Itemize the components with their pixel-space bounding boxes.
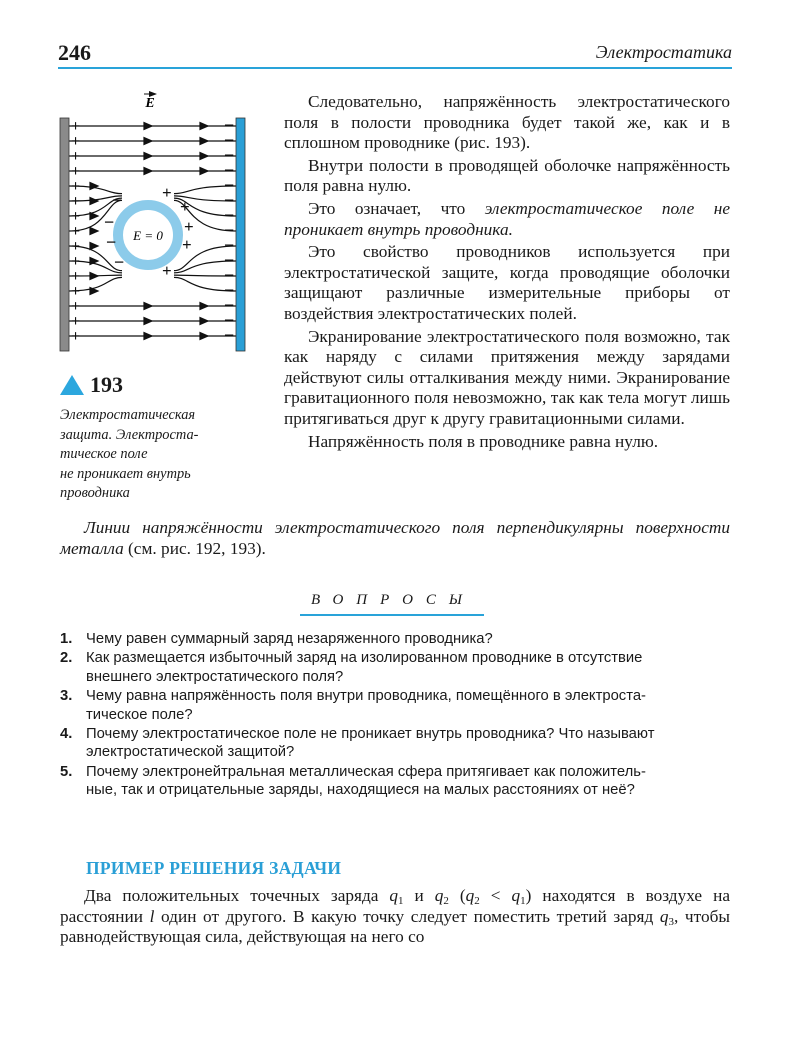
charge-symbol: q xyxy=(389,886,399,905)
negative-charge-sign: − xyxy=(224,280,235,300)
negative-charge-sign: − xyxy=(224,160,235,180)
header-rule xyxy=(58,67,732,69)
paragraph-3-text: Это означает, что xyxy=(308,198,485,218)
negative-charge-sign: − xyxy=(224,250,235,270)
plate-charges-positive xyxy=(71,118,80,345)
page-header xyxy=(58,40,732,68)
charge-symbol: q xyxy=(659,906,669,926)
right-plate xyxy=(236,118,245,351)
list-item xyxy=(60,725,732,762)
negative-charge-sign: − xyxy=(224,190,235,210)
questions-heading: ВОПРОСЫ xyxy=(310,592,475,608)
left-plate xyxy=(60,118,69,351)
field-line-arrow xyxy=(200,153,208,160)
main-text-column xyxy=(284,92,730,454)
list-item xyxy=(60,687,732,724)
paragraph-3 xyxy=(284,199,730,240)
negative-charge-sign: − xyxy=(224,130,235,150)
example-text-part: , чтобы равнодействующая сила, действующая на него со xyxy=(60,906,730,947)
figure-193-electrostatic-shielding xyxy=(58,88,258,358)
question-text: Как размещается избыточный заряд на изолированном проводнике в отсутствие внешнего электростатического поля? xyxy=(86,650,643,685)
figure-number: 193 xyxy=(90,372,123,397)
charge-symbol: q xyxy=(465,886,475,905)
question-number: 5. xyxy=(60,763,73,780)
field-line-arrow xyxy=(200,318,208,325)
example-text-part: Два положительных точечных заряда xyxy=(84,886,390,905)
subscript: 1 xyxy=(398,895,404,907)
question-number: 1. xyxy=(60,631,73,647)
positive-charge-sign: + xyxy=(71,208,81,225)
plate-charges-negative xyxy=(224,115,234,345)
paragraph-6: Напряжённость поля в проводнике равна нулю. xyxy=(308,431,659,451)
example-text-part: один от другого. В какую точку следует поместить третий заряд xyxy=(154,906,660,926)
triangle-icon xyxy=(60,375,84,395)
subscript: 1 xyxy=(520,895,526,907)
induced-positive-charge: + xyxy=(162,183,172,202)
paragraph-3-emphasis: электростатическое поле не проникает внутрь проводника. xyxy=(284,198,730,239)
paragraph-4: Это свойство проводников используется при электростатической защите, когда проводящие оболочки защищают различные измерительные приборы от воздействия электростатических полей. xyxy=(284,242,730,323)
field-line-arrow xyxy=(90,273,98,280)
example-text-part: и xyxy=(403,886,435,905)
question-text: Почему электронейтральная металлическая сфера притягивает как положитель- ные, так и отрицательные заряды, находящиеся на малых расстояниях от неё? xyxy=(86,763,646,799)
field-line-arrow xyxy=(200,168,208,175)
field-line-arrow xyxy=(144,318,152,325)
positive-charge-sign: + xyxy=(71,298,81,315)
field-line-arrow xyxy=(144,138,152,145)
positive-charge-sign: + xyxy=(71,163,81,180)
field-line-arrow xyxy=(200,303,208,310)
field-vector-label: E xyxy=(145,96,155,111)
positive-charge-sign: + xyxy=(71,328,81,345)
key-rule-emphasis: Линии напряжённости электростатического поля перпендикулярны поверхности металла xyxy=(60,518,730,558)
paragraph-1: Следовательно, напряжённость электростатического поля в полости проводника будет такой же, как и в сплошном проводнике (рис. 193). xyxy=(284,92,730,153)
key-rule-paragraph xyxy=(60,518,730,559)
question-text: Чему равна напряжённость поля внутри проводника, помещённого в электроста- тическое поле? xyxy=(86,688,646,723)
example-text-part: ( xyxy=(448,886,466,905)
negative-charge-sign: − xyxy=(224,310,235,330)
field-line-arrow xyxy=(144,153,152,160)
induced-positive-charge: + xyxy=(184,217,194,236)
question-text: Чему равен суммарный заряд незаряженного проводника? xyxy=(86,631,493,647)
field-line-arrow xyxy=(90,228,98,235)
paragraph-5: Экранирование электростатического поля возможно, так как наряду с силами притяжения между зарядами действуют силы отталкивания между ними. Экранирование гравитационного поля невозможно, так как тела могут лишь притягиваться друг к другу гравитационными силами. xyxy=(284,326,730,428)
induced-negative-charge: − xyxy=(106,232,117,252)
field-line-arrow xyxy=(144,333,152,340)
list-item xyxy=(60,649,732,686)
negative-charge-sign: − xyxy=(224,205,235,225)
positive-charge-sign: + xyxy=(71,148,81,165)
key-rule-reference: (см. рис. 192, 193). xyxy=(123,538,266,558)
list-item xyxy=(60,630,732,648)
positive-charge-sign: + xyxy=(71,283,81,300)
induced-negative-charge: − xyxy=(112,190,123,210)
field-line-arrow xyxy=(144,123,152,130)
field-line-arrow xyxy=(144,168,152,175)
negative-charge-sign: − xyxy=(224,115,235,135)
distance-symbol: l xyxy=(149,906,155,926)
subscript: 3 xyxy=(668,915,675,928)
figure-caption-block xyxy=(60,372,260,504)
positive-charge-sign: + xyxy=(71,313,81,330)
negative-charge-sign: − xyxy=(224,220,235,240)
positive-charge-sign: + xyxy=(71,118,81,135)
negative-charge-sign: − xyxy=(224,295,235,315)
positive-charge-sign: + xyxy=(71,238,81,255)
negative-charge-sign: − xyxy=(224,145,235,165)
induced-negative-charge: − xyxy=(104,212,115,232)
subscript: 2 xyxy=(474,895,480,907)
field-line-arrow xyxy=(90,198,98,205)
example-text-part: ) находятся в воздухе на расстоянии xyxy=(60,886,730,926)
question-number: 2. xyxy=(60,650,73,667)
question-number: 3. xyxy=(60,688,73,705)
field-line-arrow xyxy=(90,213,98,220)
example-problem-text xyxy=(60,886,730,948)
running-title: Электростатика xyxy=(595,42,732,62)
induced-positive-charge: + xyxy=(182,235,192,254)
page-number: 246 xyxy=(58,40,91,65)
negative-charge-sign: − xyxy=(224,175,235,195)
induced-positive-charge: + xyxy=(180,197,190,216)
field-line-arrow xyxy=(90,243,98,250)
figure-marker xyxy=(60,372,260,398)
negative-charge-sign: − xyxy=(224,325,235,345)
charge-symbol: q xyxy=(511,886,521,905)
cavity-field-label: E = 0 xyxy=(133,228,163,243)
question-text: Почему электростатическое поле не проникает внутрь проводника? Что называют электростатической защитой? xyxy=(86,726,655,761)
positive-charge-sign: + xyxy=(71,133,81,150)
field-line-arrow xyxy=(200,138,208,145)
field-line-arrow xyxy=(144,303,152,310)
positive-charge-sign: + xyxy=(71,268,81,285)
field-line-arrow xyxy=(200,333,208,340)
questions-list xyxy=(60,630,732,801)
field-line-arrow xyxy=(200,123,208,130)
negative-charge-sign: − xyxy=(224,265,235,285)
positive-charge-sign: + xyxy=(71,178,81,195)
list-item xyxy=(60,763,732,800)
charge-symbol: q xyxy=(434,886,444,905)
example-heading: ПРИМЕР РЕШЕНИЯ ЗАДАЧИ xyxy=(86,858,342,878)
figure-caption: Электростатическая защита. Электроста- тическое поле не проникает внутрь проводника xyxy=(60,407,199,502)
positive-charge-sign: + xyxy=(71,253,81,270)
example-text-part: < xyxy=(479,886,512,905)
question-number: 4. xyxy=(60,726,73,743)
negative-charge-sign: − xyxy=(224,235,235,255)
subscript: 2 xyxy=(443,895,449,907)
questions-heading-underline xyxy=(300,614,484,616)
induced-negative-charge: − xyxy=(114,252,125,272)
paragraph-2: Внутри полости в проводящей оболочке напряжённость поля равна нулю. xyxy=(284,155,730,196)
positive-charge-sign: + xyxy=(71,193,81,210)
induced-positive-charge: + xyxy=(162,261,172,280)
positive-charge-sign: + xyxy=(71,223,81,240)
